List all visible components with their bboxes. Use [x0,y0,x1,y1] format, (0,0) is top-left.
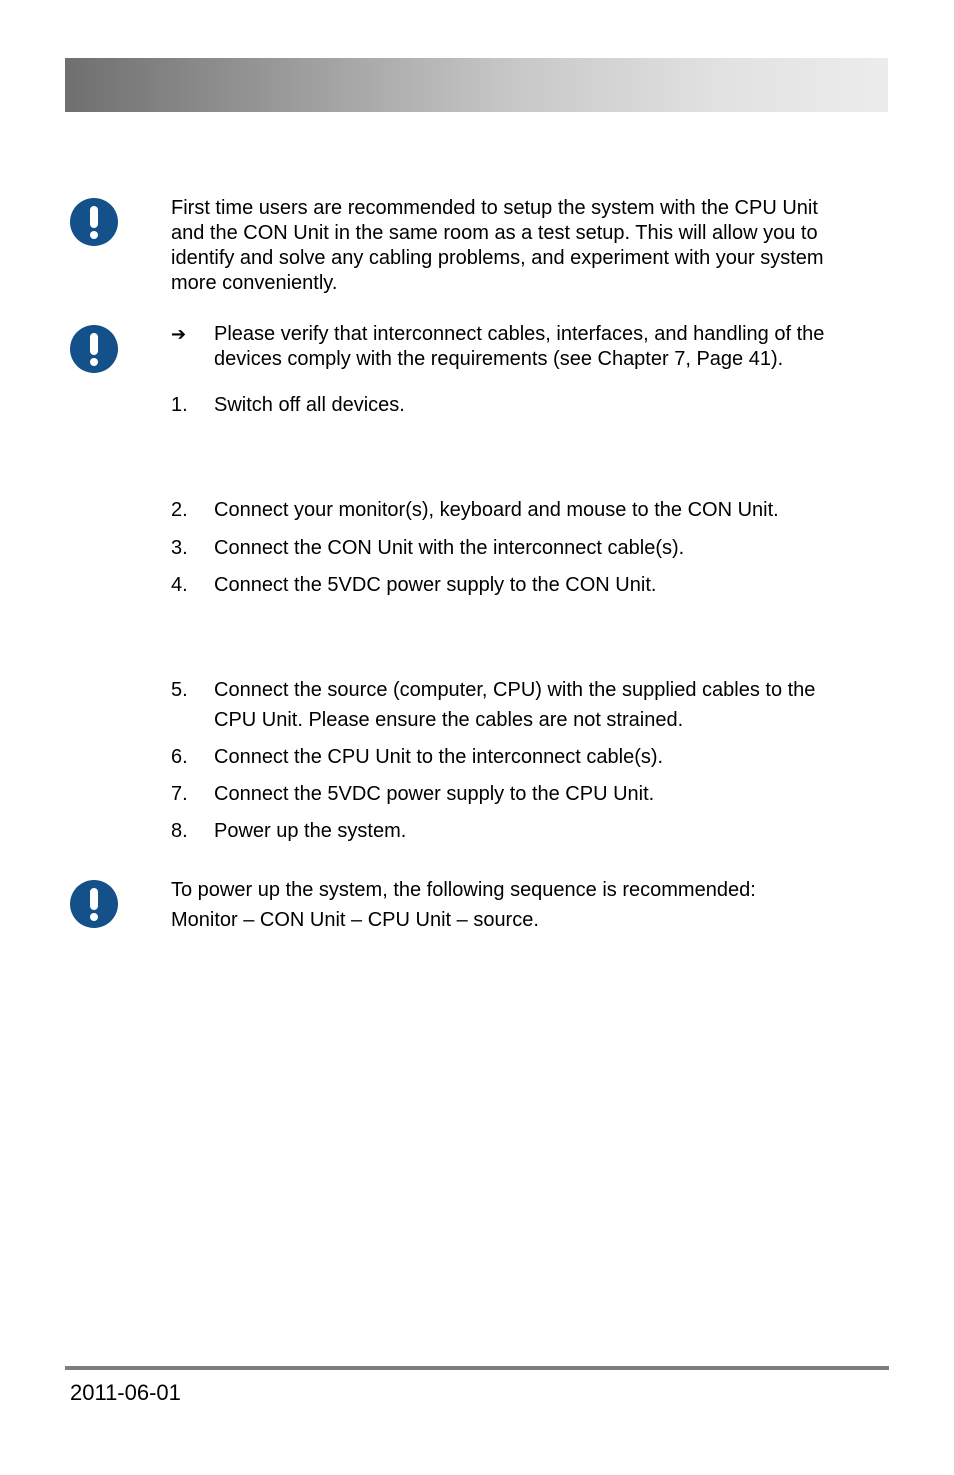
header-bar [65,58,888,112]
step-number: 4. [171,574,188,596]
note-line: devices comply with the requirements (see Chapter 7, Page 41). [214,348,784,370]
note-line: identify and solve any cabling problems, and experiment with your system [171,247,824,269]
step-number: 8. [171,820,188,842]
important-note-icon [70,198,118,246]
step-text-line: CPU Unit. Please ensure the cables are not strained. [214,709,684,731]
step-text: Power up the system. [214,820,407,842]
footer-divider [65,1366,889,1370]
note-first-time-users [171,196,886,296]
note-power-up-sequence [171,875,886,935]
step-text: Switch off all devices. [214,394,405,416]
note-line: To power up the system, the following sequence is recommended: [171,879,756,901]
step-number: 1. [171,394,188,416]
note-line: and the CON Unit in the same room as a test setup. This will allow you to [171,222,818,244]
step-number: 5. [171,679,188,701]
step-text: Connect the 5VDC power supply to the CON Unit. [214,574,657,596]
step-text: Connect the CPU Unit to the interconnect cable(s). [214,746,664,768]
step-number: 6. [171,746,188,768]
step-text: Connect the CON Unit with the interconnect cable(s). [214,537,685,559]
note-line: First time users are recommended to setup the system with the CPU Unit [171,197,818,219]
note-line: Please verify that interconnect cables, interfaces, and handling of the [214,323,825,345]
step-text [214,675,815,735]
step-number: 3. [171,537,188,559]
step-text: Connect your monitor(s), keyboard and mouse to the CON Unit. [214,499,779,521]
note-line: Monitor – CON Unit – CPU Unit – source. [171,909,539,931]
step-number: 2. [171,499,188,521]
step-number: 7. [171,783,188,805]
step-text-line: Connect the source (computer, CPU) with the supplied cables to the [214,679,816,701]
step-text: Connect the 5VDC power supply to the CPU Unit. [214,783,655,805]
important-note-icon [70,880,118,928]
footer-date: 2011-06-01 [70,1380,181,1405]
arrow-right-icon: ➔ [171,324,187,345]
note-line: more conveniently. [171,272,338,294]
important-note-icon [70,325,118,373]
